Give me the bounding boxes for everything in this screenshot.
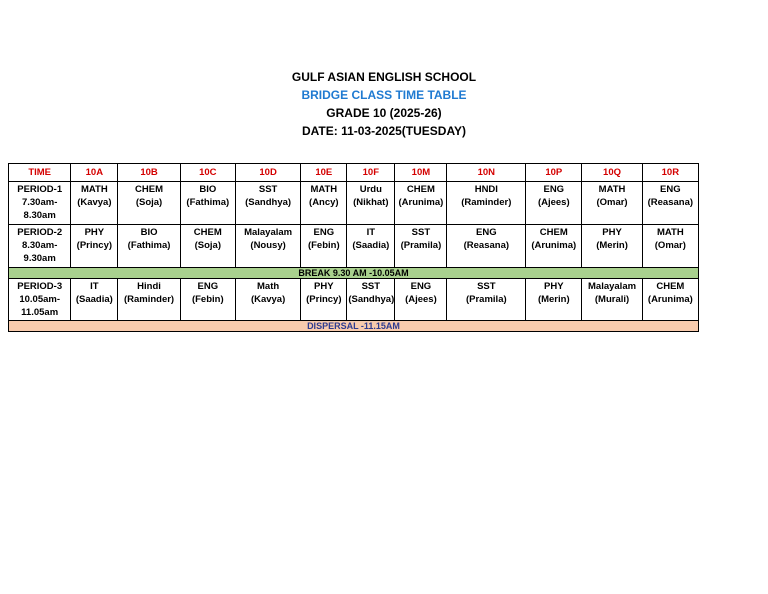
grade-line: GRADE 10 (2025-26) (326, 106, 442, 120)
subject-label: PHY (602, 227, 622, 238)
subject-label: ENG (543, 184, 565, 195)
teacher-label: (Fathima) (127, 240, 171, 251)
period-time-line: 9.30am (23, 253, 56, 264)
subject-label: ENG (313, 227, 335, 238)
subject-label: MATH (598, 184, 626, 195)
class-cell-10a (71, 182, 118, 225)
break-row (9, 268, 699, 279)
period-time-line: PERIOD-3 (17, 281, 63, 292)
dispersal-row (9, 321, 699, 332)
class-cell-10p (526, 225, 582, 268)
subject-label: SST (361, 281, 381, 292)
period-1-row (9, 182, 699, 225)
subject-label: ENG (197, 281, 219, 292)
subject-label: ENG (410, 281, 432, 292)
class-cell-10m (395, 182, 447, 225)
class-cell-10f (347, 279, 395, 321)
teacher-label: (Arunima) (531, 240, 577, 251)
subject-label: MATH (656, 227, 684, 238)
class-cell-10f (347, 225, 395, 268)
teacher-label: (Raminder) (461, 197, 512, 208)
column-header-time: TIME (9, 164, 71, 182)
document-header (0, 68, 768, 140)
subject-label: Hindi (137, 281, 161, 292)
period-time-cell (9, 279, 71, 321)
teacher-label: (Kavya) (250, 294, 286, 305)
period-time-line: 7.30am- (21, 197, 58, 208)
teacher-label: (Arunima) (398, 197, 444, 208)
teacher-label: (Saadia) (352, 240, 390, 251)
period-time-cell (9, 225, 71, 268)
period-time-line: 8.30am (23, 210, 56, 221)
class-cell-10c (180, 279, 235, 321)
teacher-label: (Soja) (194, 240, 221, 251)
teacher-label: (Saadia) (75, 294, 113, 305)
teacher-label: (Febin) (191, 294, 224, 305)
teacher-label: (Murali) (594, 294, 630, 305)
class-cell-10b (118, 279, 180, 321)
subject-label: HNDI (474, 184, 498, 195)
subject-label: BIO (199, 184, 217, 195)
teacher-label: (Reasana) (463, 240, 510, 251)
period-time-line: 11.05am (21, 307, 59, 318)
subject-label: MATH (310, 184, 338, 195)
subject-label: CHEM (193, 227, 222, 238)
period-3-row (9, 279, 699, 321)
timetable-title: BRIDGE CLASS TIME TABLE (301, 88, 467, 102)
column-header-10r: 10R (642, 164, 698, 182)
teacher-label: (Ajees) (537, 197, 570, 208)
class-cell-10a (71, 225, 118, 268)
period-time-line: PERIOD-2 (17, 227, 63, 238)
class-cell-10n (447, 182, 526, 225)
teacher-label: (Ajees) (405, 294, 437, 305)
dispersal-cell: DISPERSAL -11.15AM (9, 321, 699, 332)
subject-label: PHY (84, 227, 105, 238)
class-cell-10d (235, 182, 300, 225)
school-name: GULF ASIAN ENGLISH SCHOOL (291, 70, 477, 84)
teacher-label: (Febin) (307, 240, 340, 251)
break-cell: BREAK 9.30 AM -10.05AM (9, 268, 699, 279)
subject-label: CHEM (539, 227, 568, 238)
subject-label: ENG (476, 227, 497, 238)
subject-label: BIO (140, 227, 158, 238)
class-cell-10e (301, 279, 347, 321)
class-cell-10c (180, 182, 235, 225)
subject-label: SST (258, 184, 278, 195)
class-cell-10e (301, 225, 347, 268)
class-cell-10q (582, 279, 642, 321)
period-time-line: 8.30am- (21, 240, 58, 251)
subject-label: MATH (80, 184, 108, 195)
subject-label: PHY (314, 281, 334, 292)
teacher-label: (Sandhya) (245, 197, 292, 208)
teacher-label: (Raminder) (123, 294, 175, 305)
teacher-label: (Sandhya) (348, 294, 395, 305)
subject-label: Math (257, 281, 280, 292)
class-cell-10m (395, 225, 447, 268)
teacher-label: (Pramila) (400, 240, 442, 251)
period-2-row (9, 225, 699, 268)
teacher-label: (Omar) (596, 197, 628, 208)
subject-label: ENG (660, 184, 681, 195)
class-cell-10r (642, 182, 698, 225)
period-time-line: PERIOD-1 (17, 184, 63, 195)
class-cell-10a (71, 279, 118, 321)
teacher-label: (Nousy) (250, 240, 286, 251)
class-cell-10m (395, 279, 447, 321)
teacher-label: (Princy) (76, 240, 113, 251)
subject-label: SST (477, 281, 496, 292)
subject-label: Urdu (359, 184, 382, 195)
teacher-label: (Arunima) (647, 294, 693, 305)
timetable (8, 163, 699, 332)
column-header-10a: 10A (71, 164, 118, 182)
class-cell-10n (447, 279, 526, 321)
class-cell-10n (447, 225, 526, 268)
class-cell-10f (347, 182, 395, 225)
subject-label: PHY (544, 281, 564, 292)
column-header-10b: 10B (118, 164, 180, 182)
column-header-10q: 10Q (582, 164, 642, 182)
date-line: DATE: 11-03-2025(TUESDAY) (301, 124, 467, 138)
teacher-label: (Reasana) (647, 197, 694, 208)
class-cell-10d (235, 279, 300, 321)
class-cell-10r (642, 225, 698, 268)
teacher-label: (Ancy) (309, 197, 339, 208)
class-cell-10c (180, 225, 235, 268)
teacher-label: (Pramila) (465, 294, 507, 305)
class-cell-10d (235, 225, 300, 268)
teacher-label: (Kavya) (77, 197, 112, 208)
column-header-10e: 10E (301, 164, 347, 182)
column-header-10d: 10D (235, 164, 300, 182)
class-cell-10p (526, 279, 582, 321)
teacher-label: (Nikhat) (353, 197, 389, 208)
column-header-10p: 10P (526, 164, 582, 182)
subject-label: SST (411, 227, 431, 238)
subject-label: Malayalam (244, 227, 293, 238)
class-cell-10p (526, 182, 582, 225)
teacher-label: (Soja) (135, 197, 163, 208)
subject-label: CHEM (656, 281, 685, 292)
subject-label: CHEM (135, 184, 164, 195)
column-header-10m: 10M (395, 164, 447, 182)
teacher-label: (Merin) (596, 240, 628, 251)
class-cell-10q (582, 182, 642, 225)
column-header-10n: 10N (447, 164, 526, 182)
period-time-line: 10.05am- (19, 294, 60, 305)
header-row (9, 164, 699, 182)
column-header-10f: 10F (347, 164, 395, 182)
class-cell-10r (642, 279, 698, 321)
column-header-10c: 10C (180, 164, 235, 182)
class-cell-10b (118, 225, 180, 268)
teacher-label: (Merin) (537, 294, 570, 305)
subject-label: IT (90, 281, 99, 292)
period-time-cell (9, 182, 71, 225)
teacher-label: (Princy) (306, 294, 342, 305)
class-cell-10e (301, 182, 347, 225)
subject-label: CHEM (406, 184, 435, 195)
class-cell-10q (582, 225, 642, 268)
teacher-label: (Omar) (654, 240, 686, 251)
subject-label: Malayalam (588, 281, 637, 292)
teacher-label: (Fathima) (186, 197, 230, 208)
class-cell-10b (118, 182, 180, 225)
subject-label: IT (366, 227, 376, 238)
